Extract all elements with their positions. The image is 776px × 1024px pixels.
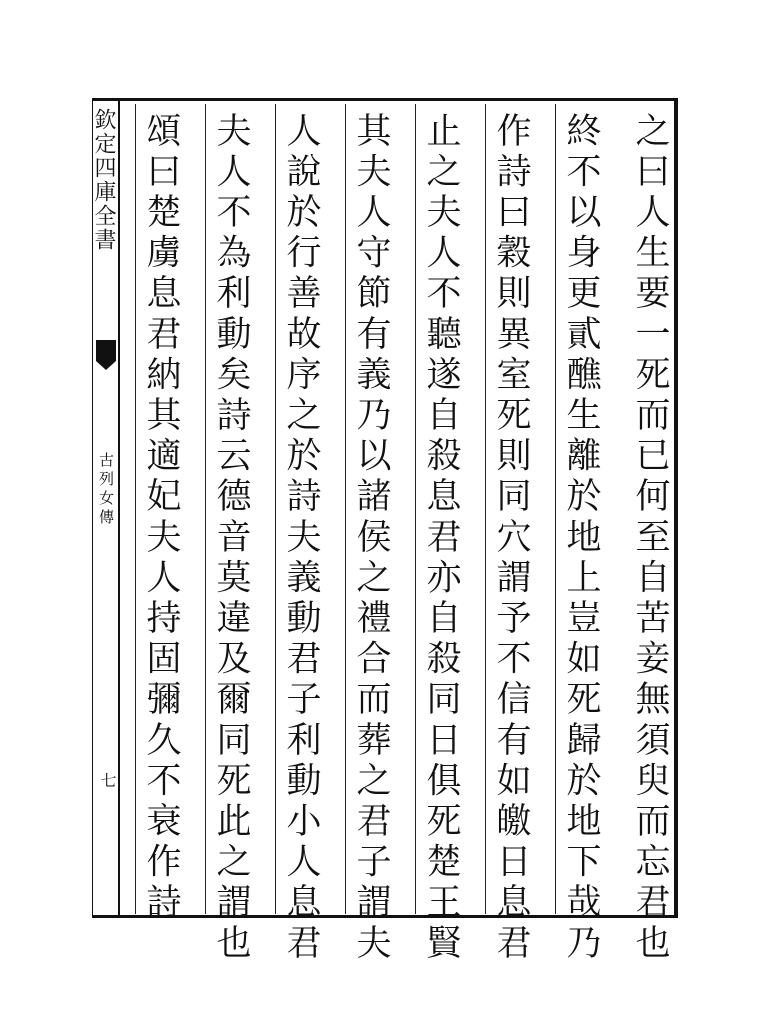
text-column-3 bbox=[485, 104, 534, 965]
text-column-4 bbox=[415, 104, 464, 965]
text-column-5 bbox=[345, 104, 394, 965]
text-column-1 bbox=[625, 104, 674, 965]
text-column-8 bbox=[135, 104, 184, 924]
column-text: 止之夫人不聽遂自殺息君亦自殺同日俱死楚王賢 bbox=[421, 112, 461, 965]
text-column-7 bbox=[205, 104, 254, 965]
column-text: 作詩曰穀則異室死則同穴謂予不信有如皦日息君 bbox=[491, 112, 531, 965]
column-text: 人說於行善故序之於詩夫義動君子利動小人息君 bbox=[281, 112, 321, 965]
column-text: 終不以身更貳醮生離於地上豈如死歸於地下哉乃 bbox=[561, 112, 601, 965]
text-column-2 bbox=[555, 104, 604, 965]
column-text: 其夫人守節有義乃以諸侯之禮合而葬之君子謂夫 bbox=[351, 112, 391, 965]
margin-page-number: 七 bbox=[98, 772, 117, 788]
margin-book-title: 古列女傳 bbox=[97, 452, 115, 528]
text-column-6 bbox=[275, 104, 324, 965]
text-columns bbox=[120, 104, 674, 965]
column-text: 夫人不為利動矣詩云德音莫違及爾同死此之謂也 bbox=[211, 112, 251, 965]
column-text: 之曰人生要一死而已何至自苦妾無須臾而忘君也 bbox=[630, 112, 670, 965]
column-text: 頌曰楚虜息君納其適妃夫人持固彌久不衰作詩 bbox=[141, 112, 181, 924]
margin-collection-title: 欽定四庫全書 bbox=[91, 108, 116, 252]
